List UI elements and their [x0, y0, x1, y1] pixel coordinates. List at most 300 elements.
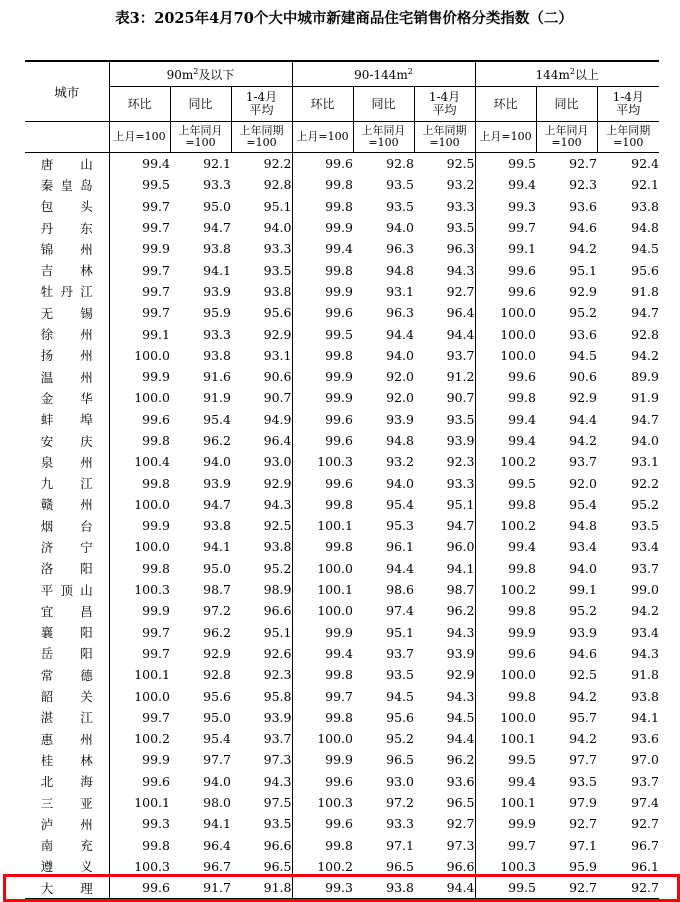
value-cell: 99.9 [292, 366, 353, 387]
value-cell: 99.1 [475, 238, 536, 259]
value-cell: 92.8 [386, 156, 414, 172]
value-cell: 91.9 [631, 390, 659, 406]
value-cell: 92.7 [631, 880, 659, 896]
city-name-char: 锦 [40, 241, 54, 257]
value-cell: 99.7 [109, 217, 170, 238]
value-cell: 97.4 [631, 795, 659, 811]
value-cell: 100.3 [292, 792, 353, 813]
city-name-glyphs [41, 879, 93, 897]
value-cell: 99.7 [109, 259, 170, 280]
value-cell: 98.6 [386, 582, 414, 598]
value-cell: 94.2 [569, 731, 597, 747]
baseline-header-yoy-g3 [536, 122, 597, 153]
header-row-groups [25, 62, 659, 87]
city-name-cell [25, 302, 109, 323]
value-cell: 93.5 [386, 198, 414, 214]
value-cell: 97.2 [203, 603, 231, 619]
value-cell: 100.0 [475, 302, 536, 323]
city-name-cell [25, 856, 109, 877]
city-name-char: 南 [40, 838, 54, 854]
value-cell: 94.2 [569, 433, 597, 448]
city-name-glyphs [41, 410, 93, 428]
value-cell: 99.9 [292, 622, 353, 643]
value-cell: 94.7 [631, 305, 659, 321]
value-cell: 93.9 [569, 624, 597, 640]
value-cell: 99.8 [292, 259, 353, 280]
metric-label-line2: 平均 [249, 103, 274, 117]
city-name-char: 安 [40, 433, 54, 449]
value-cell: 92.6 [263, 645, 292, 661]
city-name-glyphs [41, 176, 93, 194]
value-cell: 99.6 [475, 259, 536, 280]
value-cell: 92.8 [263, 177, 292, 193]
value-cell: 99.9 [109, 749, 170, 770]
value-cell: 97.9 [569, 795, 597, 811]
baseline-header-mom-g2 [292, 122, 353, 153]
value-cell: 98.9 [263, 582, 292, 598]
value-cell: 99.9 [109, 366, 170, 387]
table-row [25, 813, 659, 834]
table-row [25, 323, 659, 344]
baseline-header-mom-g3 [475, 122, 536, 153]
table-row [25, 494, 659, 515]
city-name-char: 阳 [80, 646, 93, 662]
value-cell: 100.2 [475, 451, 536, 472]
value-cell: 94.7 [203, 496, 231, 512]
value-cell: 93.9 [203, 283, 231, 299]
city-name-char: 海 [80, 774, 93, 790]
value-cell: 90.6 [263, 369, 292, 385]
metric-label-line2: 平均 [616, 103, 641, 117]
value-cell: 99.6 [292, 409, 353, 430]
value-cell: 94.1 [203, 262, 231, 278]
value-cell: 94.7 [446, 518, 475, 534]
value-cell: 94.4 [446, 731, 475, 747]
table-row [25, 345, 659, 366]
city-name-char: 洛 [40, 561, 54, 577]
value-cell: 100.0 [292, 558, 353, 579]
value-cell: 100.2 [475, 515, 536, 536]
city-name-cell [25, 153, 109, 175]
city-name-char: 锡 [80, 305, 93, 321]
value-cell: 95.2 [569, 305, 597, 321]
city-name-glyphs [41, 687, 93, 705]
value-cell: 100.2 [109, 728, 170, 749]
city-name-char: 岳 [40, 646, 54, 662]
value-cell: 98.7 [446, 582, 475, 598]
value-cell: 99.4 [109, 153, 170, 175]
value-cell: 95.1 [446, 496, 475, 512]
table-row [25, 728, 659, 749]
value-cell: 92.8 [203, 667, 231, 683]
value-cell: 92.5 [263, 518, 292, 534]
metric-header-yoy-g1 [170, 87, 231, 122]
city-name-cell [25, 174, 109, 195]
city-name-char: 理 [80, 880, 93, 896]
value-cell: 94.3 [263, 773, 292, 789]
value-cell: 99.8 [475, 600, 536, 621]
city-name-char: 山 [80, 156, 93, 172]
value-cell: 92.0 [386, 369, 414, 385]
value-cell: 99.8 [292, 835, 353, 856]
table-bottom-rule [25, 899, 659, 900]
value-cell: 91.2 [446, 369, 475, 385]
city-name-char: 州 [80, 369, 93, 385]
baseline-line1: 上年同月 [544, 124, 589, 138]
table-row [25, 622, 659, 643]
header-row-metrics [25, 87, 659, 122]
metric-header-avg-g2 [414, 87, 475, 122]
value-cell: 93.8 [203, 518, 231, 534]
value-cell: 99.9 [109, 515, 170, 536]
value-cell: 93.6 [569, 326, 597, 342]
city-name-glyphs [41, 453, 93, 471]
price-index-table [25, 60, 659, 899]
value-cell: 94.7 [631, 411, 659, 427]
value-cell: 93.5 [386, 667, 414, 683]
value-cell: 93.8 [263, 283, 292, 299]
value-cell: 92.7 [569, 880, 597, 896]
baseline-line2: =100 [429, 136, 460, 149]
value-cell: 94.2 [569, 241, 597, 257]
baseline-header-mom-g1 [109, 122, 170, 153]
value-cell: 93.2 [386, 454, 414, 470]
value-cell: 99.3 [292, 877, 353, 899]
city-name-char: 义 [80, 859, 93, 875]
value-cell: 96.0 [446, 539, 475, 555]
value-cell: 99.5 [475, 749, 536, 770]
baseline-line2: =100 [551, 136, 582, 149]
city-name-char: 泉 [40, 454, 54, 470]
value-cell: 94.4 [386, 560, 414, 576]
table-row [25, 536, 659, 557]
value-cell: 99.9 [292, 281, 353, 302]
value-cell: 99.6 [475, 366, 536, 387]
value-cell: 94.0 [203, 773, 231, 789]
value-cell: 93.0 [386, 773, 414, 789]
value-cell: 98.7 [203, 582, 231, 598]
city-name-glyphs [41, 155, 93, 173]
value-cell: 92.7 [446, 816, 475, 832]
city-name-char: 济 [40, 539, 54, 555]
value-cell: 91.8 [631, 283, 659, 299]
value-cell: 95.2 [386, 731, 414, 747]
city-name-cell [25, 387, 109, 408]
city-name-glyphs [41, 602, 93, 620]
value-cell: 97.1 [569, 837, 597, 853]
value-cell: 94.7 [203, 220, 231, 236]
value-cell: 100.0 [109, 685, 170, 706]
city-name-char: 秦 [40, 177, 54, 193]
value-cell: 95.4 [386, 496, 414, 512]
value-cell: 99.8 [475, 494, 536, 515]
value-cell: 99.8 [109, 558, 170, 579]
value-cell: 98.0 [203, 795, 231, 811]
city-name-char: 泸 [40, 816, 54, 832]
value-cell: 100.2 [292, 856, 353, 877]
metric-label-line1: 1-4月 [428, 90, 461, 105]
city-name-char: 山 [80, 582, 93, 598]
value-cell: 96.6 [446, 858, 475, 874]
value-cell: 92.0 [386, 390, 414, 406]
baseline-line1: 上月=100 [113, 130, 166, 144]
value-cell: 99.6 [292, 813, 353, 834]
value-cell: 99.5 [109, 174, 170, 195]
baseline-line2: =100 [368, 136, 399, 149]
value-cell: 94.9 [263, 411, 292, 427]
value-cell: 99.8 [109, 472, 170, 493]
value-cell: 95.1 [263, 624, 292, 640]
baseline-line2: =100 [246, 136, 277, 149]
value-cell: 93.5 [263, 262, 292, 278]
value-cell: 97.1 [386, 837, 414, 853]
value-cell: 93.7 [631, 773, 659, 789]
value-cell: 92.9 [263, 326, 292, 342]
value-cell: 94.1 [446, 560, 475, 576]
value-cell: 99.1 [109, 323, 170, 344]
value-cell: 93.8 [631, 688, 659, 704]
value-cell: 94.5 [569, 347, 597, 363]
city-name-cell [25, 643, 109, 664]
baseline-line2: =100 [613, 136, 644, 149]
value-cell: 99.6 [292, 302, 353, 323]
city-name-glyphs [41, 474, 93, 492]
value-cell: 99.8 [292, 494, 353, 515]
value-cell: 99.7 [109, 707, 170, 728]
baseline-header-yoy-g2 [353, 122, 414, 153]
table-row [25, 387, 659, 408]
table-row [25, 749, 659, 770]
value-cell: 94.0 [631, 433, 659, 448]
city-name-glyphs [41, 538, 93, 556]
value-cell: 93.5 [446, 220, 475, 236]
city-name-char: 江 [80, 476, 93, 492]
value-cell: 100.3 [109, 856, 170, 877]
value-cell: 94.4 [569, 411, 597, 427]
value-cell: 96.6 [263, 603, 292, 619]
metric-label-line2: 平均 [432, 103, 457, 117]
value-cell: 93.2 [446, 177, 475, 193]
value-cell: 99.9 [475, 813, 536, 834]
value-cell: 96.2 [446, 603, 475, 619]
value-cell: 94.8 [569, 518, 597, 534]
value-cell: 94.5 [386, 688, 414, 704]
metric-label-line1: 环比 [493, 96, 518, 111]
city-name-cell [25, 238, 109, 259]
city-name-char: 平 [40, 582, 54, 598]
metric-label-line1: 1-4月 [245, 90, 278, 105]
city-name-cell [25, 600, 109, 621]
city-name-cell [25, 281, 109, 302]
city-name-cell [25, 366, 109, 387]
city-name-char: 扬 [40, 348, 54, 364]
value-cell: 99.4 [475, 174, 536, 195]
value-cell: 92.2 [263, 156, 292, 172]
city-name-char: 韶 [40, 689, 54, 705]
city-name-glyphs [41, 325, 93, 343]
value-cell: 91.9 [203, 390, 231, 406]
city-name-char: 州 [80, 348, 93, 364]
city-name-char: 包 [40, 199, 54, 215]
city-name-glyphs [41, 261, 93, 279]
city-name-glyphs [41, 772, 93, 790]
metric-header-mom-g3 [475, 87, 536, 122]
value-cell: 93.1 [631, 454, 659, 470]
value-cell: 93.8 [203, 241, 231, 257]
baseline-line1: 上年同期 [606, 124, 651, 138]
value-cell: 96.2 [446, 752, 475, 768]
city-name-char: 庆 [80, 433, 93, 449]
value-cell: 99.8 [292, 174, 353, 195]
value-cell: 100.2 [475, 579, 536, 600]
value-cell: 94.0 [569, 560, 597, 576]
city-name-cell [25, 515, 109, 536]
value-cell: 93.7 [386, 645, 414, 661]
group-header-144-and-above [475, 62, 659, 87]
value-cell: 95.7 [569, 709, 597, 725]
city-name-char: 丹 [40, 220, 54, 236]
city-name-char: 江 [80, 710, 93, 726]
city-name-char: 阳 [80, 561, 93, 577]
city-name-cell [25, 345, 109, 366]
value-cell: 95.0 [203, 198, 231, 214]
value-cell: 97.7 [203, 752, 231, 768]
city-name-char: 九 [40, 476, 54, 492]
value-cell: 93.8 [263, 539, 292, 555]
value-cell: 93.0 [263, 454, 292, 470]
value-cell: 94.3 [263, 496, 292, 512]
baseline-line1: 上年同期 [422, 124, 467, 138]
city-name-char: 无 [40, 305, 54, 321]
table-row [25, 153, 659, 175]
value-cell: 97.4 [386, 603, 414, 619]
city-name-char: 蚌 [40, 412, 54, 428]
group-label-main: 90-144m [354, 67, 408, 82]
table-row [25, 579, 659, 600]
value-cell: 96.6 [263, 837, 292, 853]
baseline-line1: 上月=100 [296, 130, 349, 144]
value-cell: 99.4 [475, 409, 536, 430]
table-row [25, 409, 659, 430]
value-cell: 92.7 [569, 816, 597, 832]
value-cell: 97.0 [631, 752, 659, 768]
value-cell: 93.3 [203, 177, 231, 193]
value-cell: 94.4 [446, 326, 475, 342]
value-cell: 92.1 [631, 177, 659, 193]
city-name-cell [25, 579, 109, 600]
table-row [25, 174, 659, 195]
value-cell: 99.8 [475, 387, 536, 408]
city-name-char: 岛 [80, 177, 93, 193]
value-cell: 92.9 [569, 390, 597, 406]
value-cell: 99.8 [292, 196, 353, 217]
value-cell: 92.5 [569, 667, 597, 683]
value-cell: 100.1 [475, 728, 536, 749]
value-cell: 96.2 [203, 433, 231, 448]
city-name-char: 德 [80, 667, 93, 683]
value-cell: 97.3 [446, 837, 475, 853]
value-cell: 99.8 [292, 536, 353, 557]
value-cell: 99.4 [475, 536, 536, 557]
value-cell: 94.2 [569, 688, 597, 704]
city-name-char: 湛 [40, 710, 54, 726]
city-name-char: 桂 [40, 752, 54, 768]
city-name-char: 昌 [80, 603, 93, 619]
city-name-cell [25, 196, 109, 217]
value-cell: 94.8 [386, 262, 414, 278]
value-cell: 96.4 [203, 837, 231, 853]
value-cell: 100.0 [109, 345, 170, 366]
city-name-glyphs [41, 581, 93, 599]
city-name-char: 温 [40, 369, 54, 385]
value-cell: 94.1 [631, 709, 659, 725]
city-name-glyphs [41, 708, 93, 726]
metric-header-avg-g1 [231, 87, 292, 122]
value-cell: 99.6 [109, 877, 170, 899]
value-cell: 93.5 [631, 518, 659, 534]
value-cell: 100.1 [292, 579, 353, 600]
value-cell: 95.8 [263, 688, 292, 704]
city-column-header [25, 62, 109, 122]
table-row [25, 771, 659, 792]
value-cell: 100.0 [475, 345, 536, 366]
table-row [25, 877, 659, 899]
value-cell: 95.1 [263, 198, 292, 214]
city-name-glyphs [41, 666, 93, 684]
value-cell: 92.9 [263, 475, 292, 491]
value-cell: 95.4 [203, 411, 231, 427]
city-name-char: 遵 [40, 859, 54, 875]
value-cell: 95.6 [203, 688, 231, 704]
city-name-char: 大 [40, 880, 54, 896]
value-cell: 97.5 [263, 795, 292, 811]
value-cell: 94.0 [386, 347, 414, 363]
city-name-cell [25, 792, 109, 813]
value-cell: 99.9 [109, 600, 170, 621]
value-cell: 93.7 [631, 560, 659, 576]
city-name-char: 丹 [60, 284, 73, 300]
value-cell: 99.9 [292, 749, 353, 770]
value-cell: 93.3 [446, 475, 475, 491]
city-name-char: 林 [80, 752, 93, 768]
value-cell: 99.4 [292, 238, 353, 259]
value-cell: 92.3 [446, 454, 475, 470]
baseline-header-yoy-g1 [170, 122, 231, 153]
city-name-char: 北 [40, 774, 54, 790]
value-cell: 97.7 [569, 752, 597, 768]
value-cell: 97.2 [386, 795, 414, 811]
metric-header-yoy-g2 [353, 87, 414, 122]
city-name-char: 埠 [80, 412, 93, 428]
value-cell: 95.0 [203, 709, 231, 725]
city-name-cell [25, 877, 109, 899]
city-name-char: 牡 [40, 284, 54, 300]
value-cell: 96.5 [263, 858, 292, 874]
value-cell: 95.4 [569, 496, 597, 512]
value-cell: 99.9 [475, 622, 536, 643]
value-cell: 95.1 [569, 262, 597, 278]
group-label-tail: 以上 [574, 67, 599, 82]
table-row [25, 238, 659, 259]
city-name-char: 金 [40, 390, 54, 406]
value-cell: 100.1 [109, 792, 170, 813]
city-name-cell [25, 558, 109, 579]
metric-header-avg-g3 [597, 87, 659, 122]
value-cell: 91.7 [203, 880, 231, 896]
value-cell: 96.4 [263, 433, 292, 448]
city-name-char: 台 [80, 518, 93, 534]
value-cell: 93.6 [569, 198, 597, 214]
